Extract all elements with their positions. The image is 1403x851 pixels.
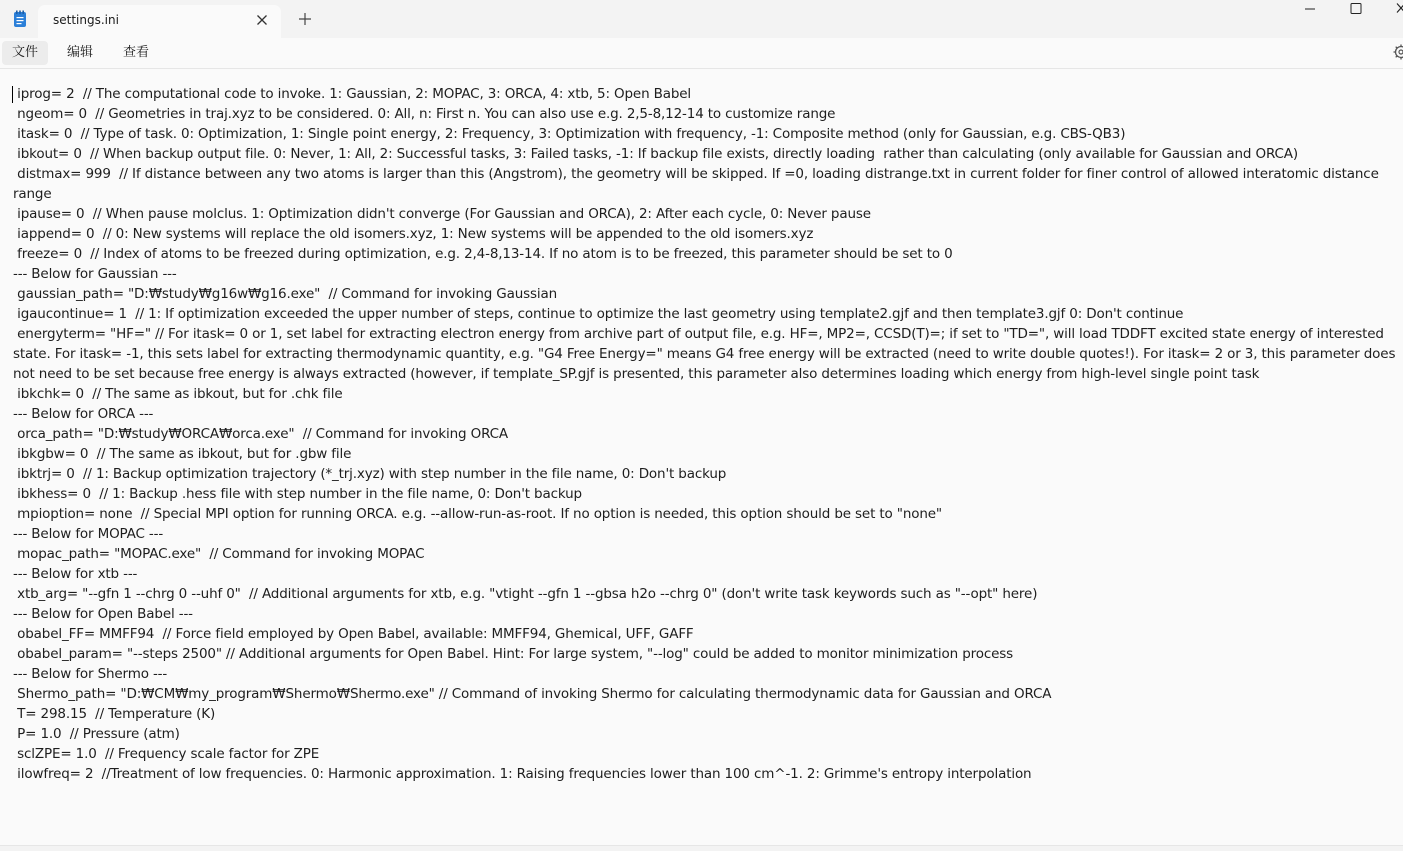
text-line[interactable]: distmax= 999 // If distance between any two atoms is larger than this (Angstrom), the geometry will be skipped. If =0, loading distrange.txt in current folder for finer control of allowed interatomic distance range xyxy=(13,164,1403,204)
text-caret xyxy=(12,86,13,103)
text-line[interactable]: ibkchk= 0 // The same as ibkout, but for .chk file xyxy=(13,384,1403,404)
text-line[interactable]: --- Below for Open Babel --- xyxy=(13,604,1403,624)
text-line[interactable]: xtb_arg= "--gfn 1 --chrg 0 --uhf 0" // Additional arguments for xtb, e.g. "vtight --gfn 1 --gbsa h2o --chrg 0" (don't write task keywords such as "--opt" here) xyxy=(13,584,1403,604)
text-line[interactable]: ibkgbw= 0 // The same as ibkout, but for .gbw file xyxy=(13,444,1403,464)
text-line[interactable]: energyterm= "HF=" // For itask= 0 or 1, set label for extracting electron energy from archive part of output file, e.g. HF=, MP2=, CCSD(T)=; if set to "TD=", will load TDDFT excited state energy of interested state. For itask= -1, this sets label for extracting thermodynamic quantity, e.g. "G4 Free Energy=" means G4 free energy will be extracted (need to write double quotes!). For itask= 2 or 3, this parameter does not need to be set because free energy is always extracted (however, if template_SP.gjf is presented, this parameter also determines loading which energy from high-level single point task xyxy=(13,324,1403,384)
tab-title: settings.ini xyxy=(53,13,119,27)
text-line[interactable]: iappend= 0 // 0: New systems will replace the old isomers.xyz, 1: New systems will be appended to the old isomers.xyz xyxy=(13,224,1403,244)
text-line[interactable]: freeze= 0 // Index of atoms to be freezed during optimization, e.g. 2,4-8,13-14. If no atom is to be freezed, this parameter should be set to 0 xyxy=(13,244,1403,264)
status-bar xyxy=(0,845,1403,851)
text-line[interactable]: iprog= 2 // The computational code to invoke. 1: Gaussian, 2: MOPAC, 3: ORCA, 4: xtb, 5: Open Babel xyxy=(13,84,1403,104)
text-line[interactable]: obabel_param= "--steps 2500" // Additional arguments for Open Babel. Hint: For large system, "--log" could be added to monitor minimization process xyxy=(13,644,1403,664)
text-line[interactable]: sclZPE= 1.0 // Frequency scale factor for ZPE xyxy=(13,744,1403,764)
menu-bar xyxy=(0,38,1403,69)
text-line[interactable]: --- Below for ORCA --- xyxy=(13,404,1403,424)
text-line[interactable]: ibkout= 0 // When backup output file. 0: Never, 1: All, 2: Successful tasks, 3: Failed tasks, -1: If backup file exists, directly loading rather than calculating (only available for Gaussian and ORCA) xyxy=(13,144,1403,164)
text-line[interactable]: igaucontinue= 1 // 1: If optimization exceeded the upper number of steps, continue to optimize the last geometry using template2.gjf and then template3.gjf 0: Don't continue xyxy=(13,304,1403,324)
maximize-icon[interactable] xyxy=(1341,0,1371,20)
text-line[interactable]: ngeom= 0 // Geometries in traj.xyz to be considered. 0: All, n: First n. You can also use e.g. 2,5-8,12-14 to customize range xyxy=(13,104,1403,124)
text-line[interactable]: ibkhess= 0 // 1: Backup .hess file with step number in the file name, 0: Don't backup xyxy=(13,484,1403,504)
text-editor[interactable] xyxy=(0,69,1403,845)
menu-view[interactable]: 查看 xyxy=(113,41,159,65)
text-line[interactable]: --- Below for xtb --- xyxy=(13,564,1403,584)
text-line[interactable]: --- Below for MOPAC --- xyxy=(13,524,1403,544)
editor-content[interactable] xyxy=(13,84,1403,784)
text-line[interactable]: ilowfreq= 2 //Treatment of low frequencies. 0: Harmonic approximation. 1: Raising frequencies lower than 100 cm^-1. 2: Grimme's entropy interpolation xyxy=(13,764,1403,784)
text-line[interactable]: ipause= 0 // When pause molclus. 1: Optimization didn't converge (For Gaussian and ORCA), 2: After each cycle, 0: Never pause xyxy=(13,204,1403,224)
close-icon[interactable] xyxy=(254,12,270,28)
title-bar xyxy=(0,0,1403,38)
text-line[interactable]: orca_path= "D:₩study₩ORCA₩orca.exe" // Command for invoking ORCA xyxy=(13,424,1403,444)
menu-edit[interactable]: 编辑 xyxy=(57,41,103,65)
notepad-icon xyxy=(13,10,27,28)
text-line[interactable]: T= 298.15 // Temperature (K) xyxy=(13,704,1403,724)
text-line[interactable]: itask= 0 // Type of task. 0: Optimization, 1: Single point energy, 2: Frequency, 3: Optimization with frequency, -1: Composite method (only for Gaussian, e.g. CBS-QB3) xyxy=(13,124,1403,144)
text-line[interactable]: P= 1.0 // Pressure (atm) xyxy=(13,724,1403,744)
gear-icon[interactable] xyxy=(1392,43,1403,61)
menu-file[interactable]: 文件 xyxy=(2,41,48,65)
text-line[interactable]: obabel_FF= MMFF94 // Force field employed by Open Babel, available: MMFF94, Ghemical, UFF, GAFF xyxy=(13,624,1403,644)
text-line[interactable]: mopac_path= "MOPAC.exe" // Command for invoking MOPAC xyxy=(13,544,1403,564)
text-line[interactable]: mpioption= none // Special MPI option for running ORCA. e.g. --allow-run-as-root. If no option is needed, this option should be set to "none" xyxy=(13,504,1403,524)
text-line[interactable]: gaussian_path= "D:₩study₩g16w₩g16.exe" // Command for invoking Gaussian xyxy=(13,284,1403,304)
text-line[interactable]: --- Below for Shermo --- xyxy=(13,664,1403,684)
tab-settings-ini[interactable] xyxy=(38,5,281,38)
text-line[interactable]: ibktrj= 0 // 1: Backup optimization trajectory (*_trj.xyz) with step number in the file name, 0: Don't backup xyxy=(13,464,1403,484)
plus-icon[interactable] xyxy=(297,11,313,27)
minimize-icon[interactable] xyxy=(1295,0,1325,20)
text-line[interactable]: Shermo_path= "D:₩CM₩my_program₩Shermo₩Shermo.exe" // Command of invoking Shermo for calculating thermodynamic data for Gaussian and ORCA xyxy=(13,684,1403,704)
window-close-icon[interactable] xyxy=(1387,0,1403,20)
text-line[interactable]: --- Below for Gaussian --- xyxy=(13,264,1403,284)
